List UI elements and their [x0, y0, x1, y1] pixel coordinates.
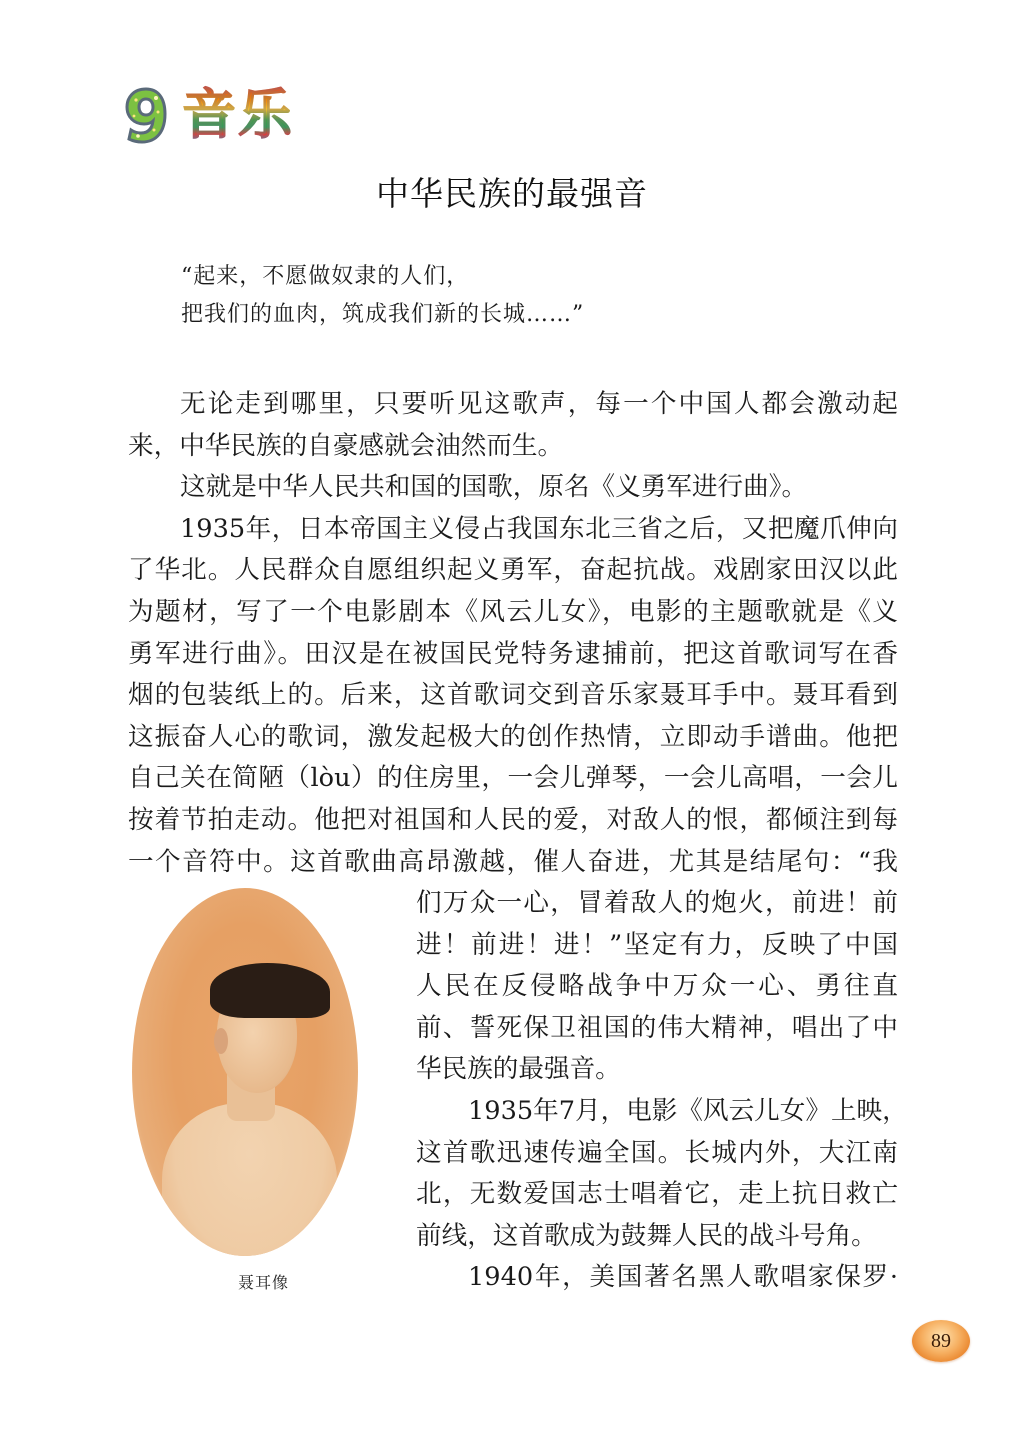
- body-line: 前线，这首歌成为鼓舞人民的战斗号角。: [416, 1220, 877, 1251]
- body-line: 华民族的最强音。: [416, 1054, 621, 1085]
- body-line: 这就是中华人民共和国的国歌，原名《义勇军进行曲》。: [180, 472, 808, 503]
- body-line: 按着节拍走动。他把对祖国和人民的爱，对敌人的恨，都倾注到每: [128, 804, 898, 835]
- body-line: 们万众一心，冒着敌人的炮火，前进！前: [416, 888, 898, 918]
- body-line: 1940年，美国著名黑人歌唱家保罗·: [468, 1262, 898, 1293]
- body-line: 自己关在简陋（lòu）的住房里，一会儿弹琴，一会儿高唱，一会儿: [128, 763, 898, 794]
- body-line: 1935年7月，电影《风云儿女》上映，: [468, 1095, 908, 1126]
- body-line: 北，无数爱国志士唱着它，走上抗日救亡: [416, 1179, 898, 1210]
- body-line: 为题材，写了一个电影剧本《风云儿女》，电影的主题歌就是《义: [128, 596, 898, 627]
- figure-caption: 聂耳像: [238, 1273, 290, 1292]
- article-title: 中华民族的最强音: [376, 174, 648, 213]
- body-line: 进！前进！进！”坚定有力，反映了中国: [416, 929, 898, 960]
- portrait-ear: [214, 1028, 228, 1054]
- body-text: [128, 384, 898, 883]
- portrait-hair: [210, 963, 330, 1018]
- number-nine-icon: [124, 86, 168, 144]
- body-line: 勇军进行曲》。田汉是在被国民党特务逮捕前，把这首歌词写在香: [128, 638, 898, 669]
- epigraph-quote: [181, 258, 584, 334]
- page-number-badge: [912, 1320, 970, 1362]
- body-line: 1935年，日本帝国主义侵占我国东北三省之后，又把魔爪伸向: [180, 513, 898, 544]
- body-line: 一个音符中。这首歌曲高昂激越，催人奋进，尤其是结尾句：“我: [128, 846, 898, 877]
- body-line: 人民在反侵略战争中万众一心、勇往直: [416, 971, 898, 1002]
- body-line: 了华北。人民群众自愿组织起义勇军，奋起抗战。戏剧家田汉以此: [128, 555, 898, 586]
- lesson-number-badge: [124, 86, 168, 144]
- body-line: 烟的包装纸上的。后来，这首歌词交到音乐家聂耳手中。聂耳看到: [128, 680, 898, 711]
- page-number: 89: [931, 1329, 951, 1352]
- lesson-title-char: 乐: [238, 83, 292, 146]
- epigraph-line: 把我们的血肉，筑成我们新的长城……”: [181, 302, 585, 327]
- epigraph-line: “起来，不愿做奴隶的人们，: [181, 264, 470, 289]
- body-line: 这首歌迅速传遍全国。长城内外，大江南: [416, 1137, 898, 1168]
- body-line: 这振奋人心的歌词，激发起极大的创作热情，立即动手谱曲。他把: [128, 721, 898, 752]
- body-line: 前、誓死保卫祖国的伟大精神，唱出了中: [416, 1012, 898, 1043]
- body-text-wrapped: [416, 883, 908, 1299]
- portrait-photo: [132, 888, 358, 1256]
- lesson-title: [182, 85, 292, 145]
- body-line: 无论走到哪里，只要听见这歌声，每一个中国人都会激动起: [180, 389, 898, 419]
- portrait-shirt: [162, 1103, 337, 1256]
- lesson-heading: [124, 84, 292, 146]
- lesson-title-char: 音: [182, 83, 236, 146]
- body-line: 来，中华民族的自豪感就会油然而生。: [128, 430, 564, 461]
